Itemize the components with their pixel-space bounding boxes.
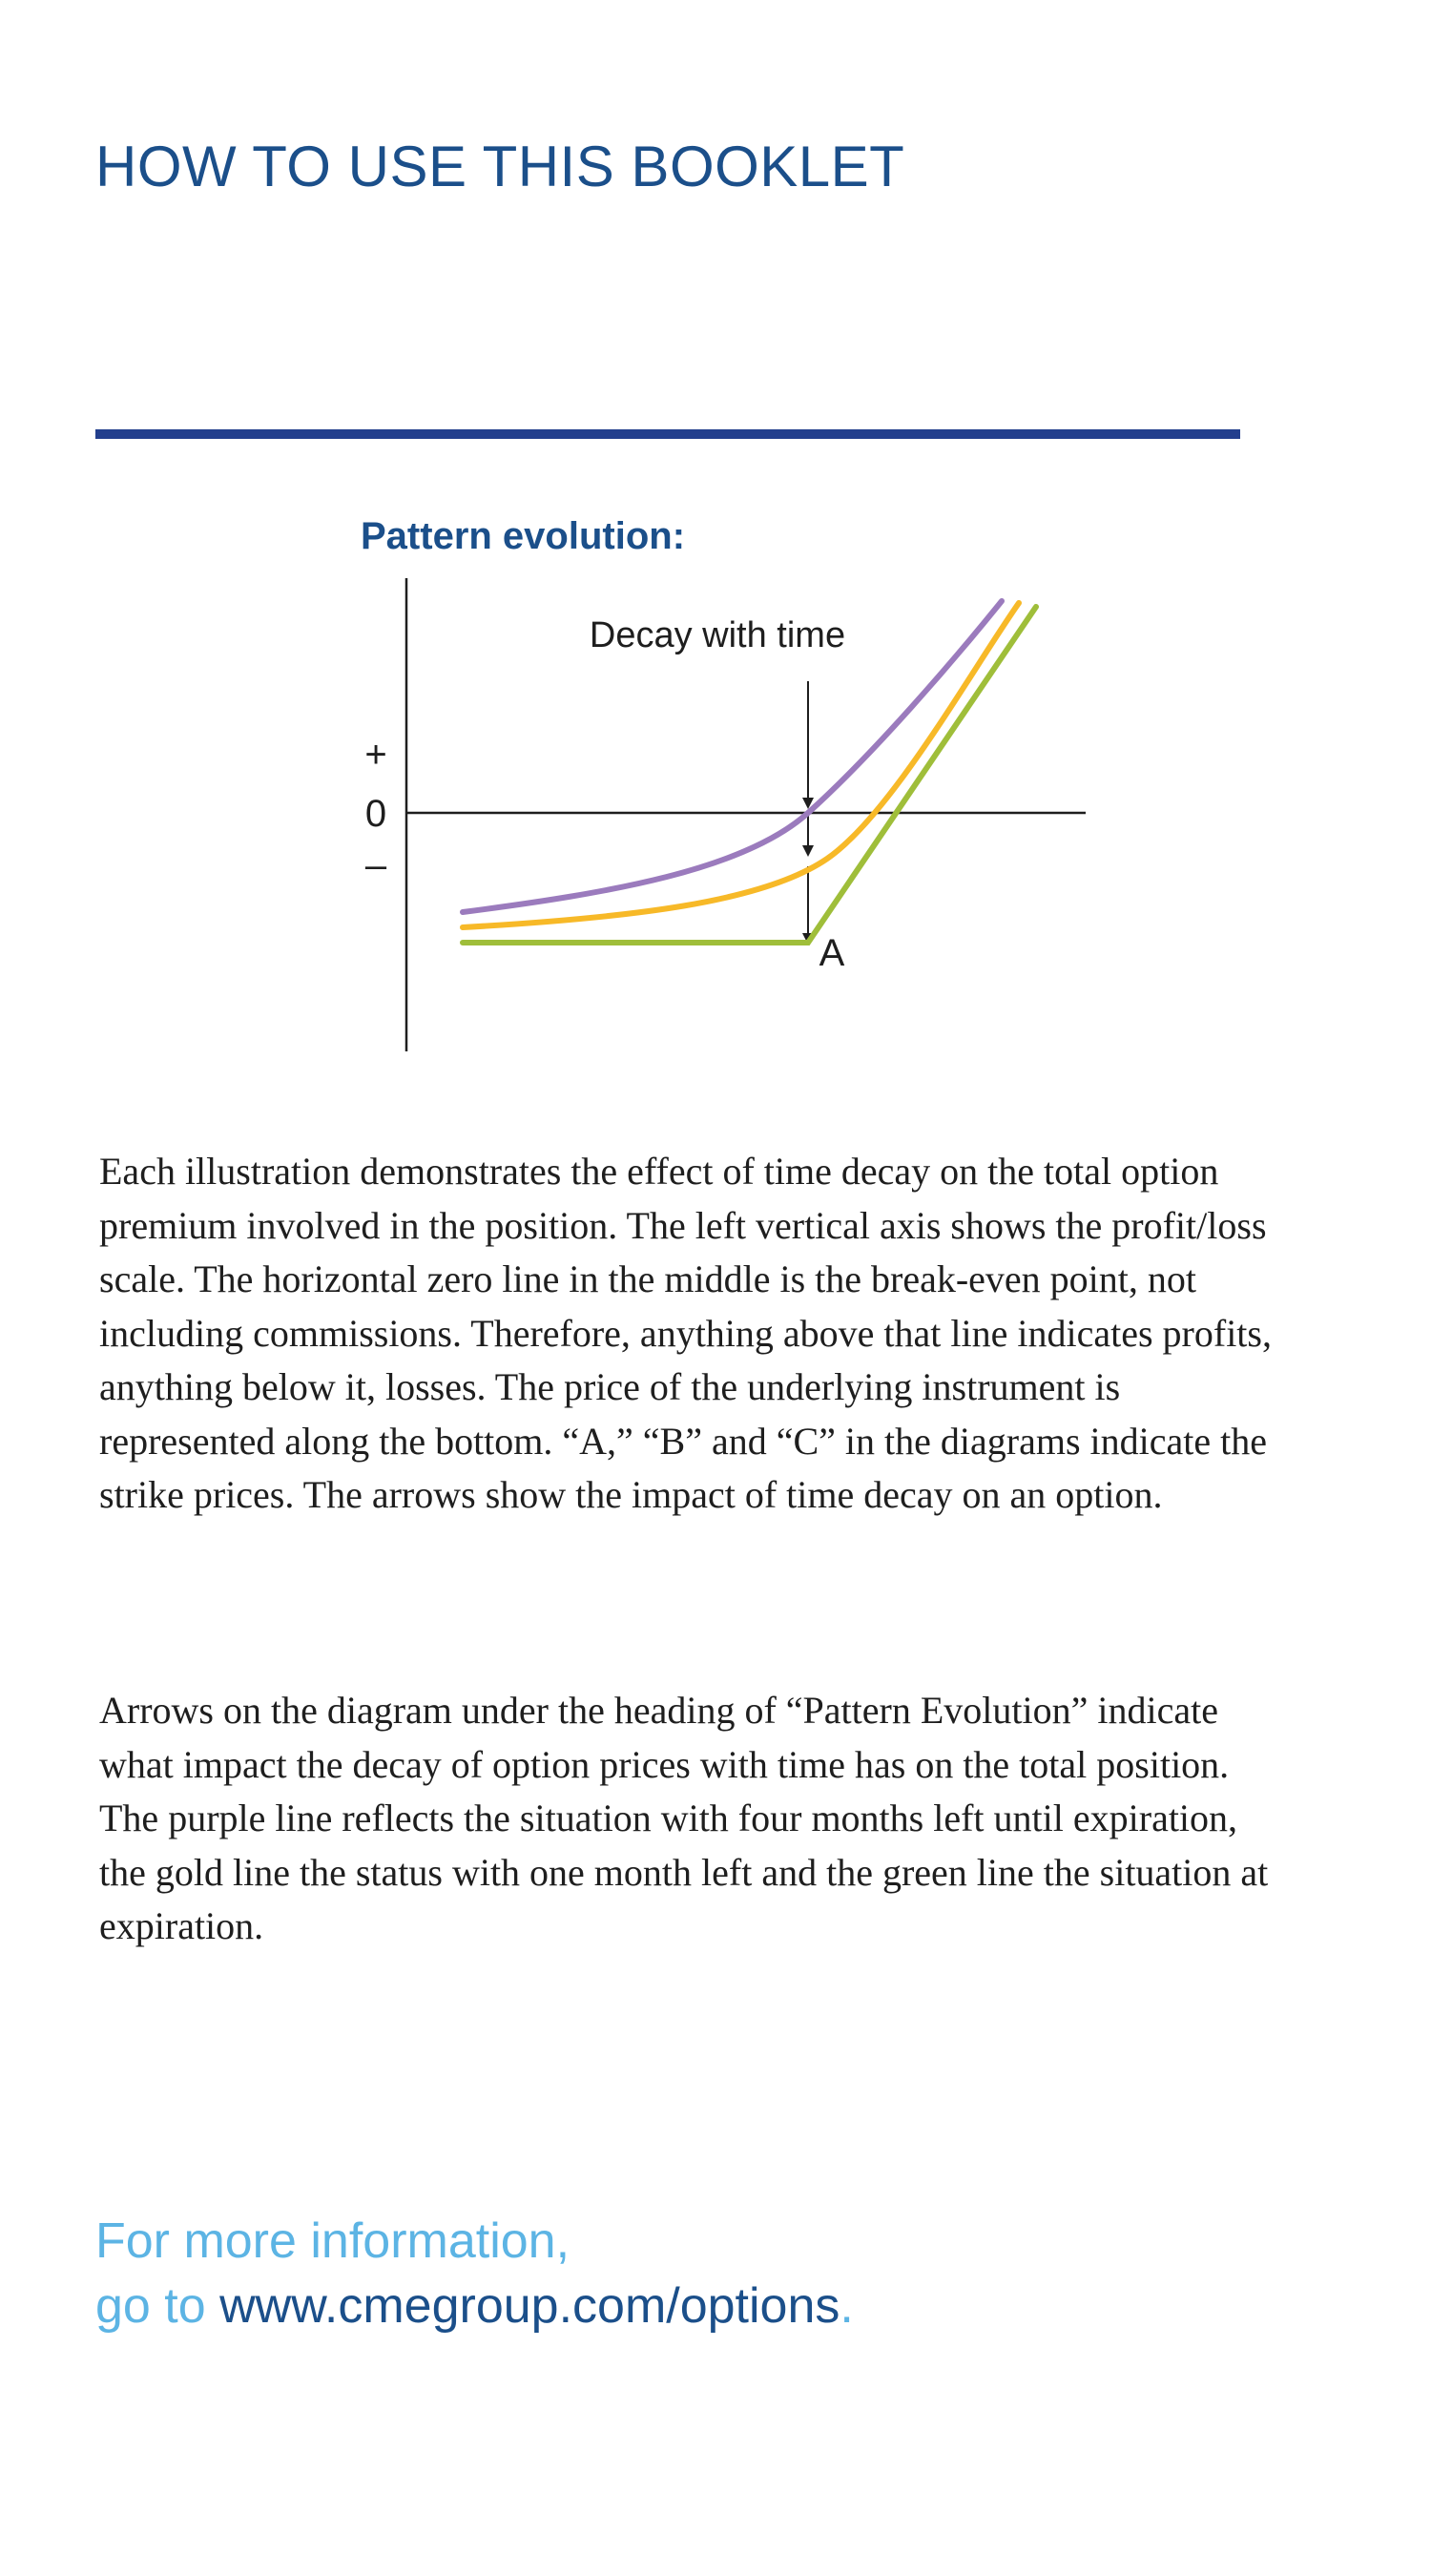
page-heading: HOW TO USE THIS BOOKLET <box>95 135 905 198</box>
zero-symbol: 0 <box>364 793 387 835</box>
footer-line-2 <box>95 2274 854 2338</box>
decay-arrowhead-2 <box>802 845 814 857</box>
more-info-footer <box>95 2209 854 2338</box>
pattern-evolution-chart <box>324 563 1107 1069</box>
section-divider <box>95 429 1240 439</box>
explanation-paragraph: Each illustration demonstrates the effect of time decay on the total option premium involved in the position. The left vertical axis shows the profit/loss scale. The horizontal zero line in the middle is the break-even point, not including commissions. Therefore, anything above that line indicates profits, anything below it, losses. The price of the underlying instrument is represented along the bottom. “A,” “B” and “C” in the diagrams indicate the strike prices. The arrows show the impact of time decay on an option. <box>99 1150 1272 1516</box>
decay-annotation: Decay with time <box>589 615 846 655</box>
footer-go-to: go to <box>95 2278 220 2334</box>
cme-options-link[interactable]: www.cmegroup.com/options <box>219 2278 840 2334</box>
figure-title: Pattern evolution: <box>361 515 686 557</box>
footer-period: . <box>840 2278 854 2334</box>
minus-symbol: – <box>364 844 387 886</box>
plus-symbol: + <box>364 734 387 776</box>
pattern-evolution-paragraph: Arrows on the diagram under the heading of “Pattern Evolution” indicate what impact the decay of option prices with time has on the total position. The purple line reflects the situation with four months left until expiration, the gold line the status with one month left and the green line the situation at expiration. <box>99 1689 1269 1947</box>
footer-line-1: For more information, <box>95 2213 570 2269</box>
strike-label-a: A <box>819 932 845 974</box>
